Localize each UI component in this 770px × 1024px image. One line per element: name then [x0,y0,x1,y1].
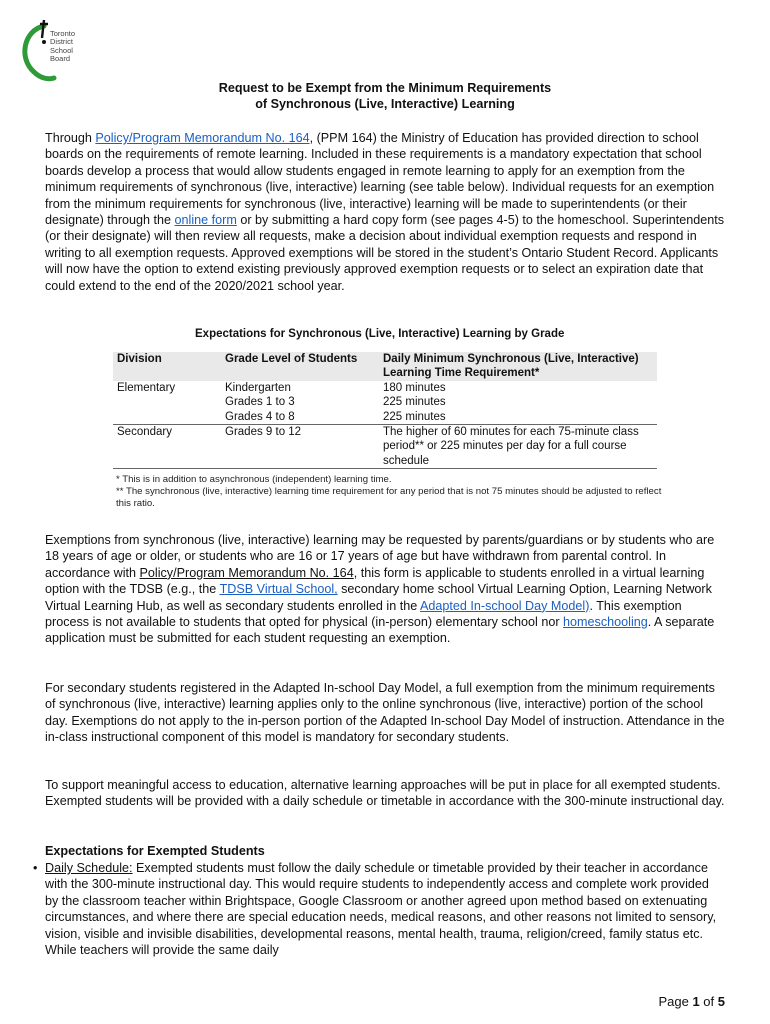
table-cell: Secondary [113,425,221,469]
table-row [113,425,657,469]
logo-text: Toronto District School Board [50,29,76,64]
table-cell [113,410,221,425]
intro-paragraph: Through Policy/Program Memorandum No. 164, (PPM 164) the Ministry of Education has provided direction to school boards on the requirements of remote learning. Included in these requirements is a mandatory expectation that school boards develop a process that would allow students engaged in remote learning to apply for an exemption from the minimum requirements of synchronous (live, interactive) learning (see table below). Individual requests for an exemption from the minimum requirements for synchronous (live, interactive) learning will be made to superintendents (or their designate) through the online form or by submitting a hard copy form (see pages 4-5) to the homeschool. Superintendents (or their designate) will then review all requests, make a decision about individual exemption requests and respond in writing to all exemption requests. Approved exemptions will be stored in the student’s Ontario Student Record. Applicants will now have the option to extend existing previously approved exemption requests or to select an expiration date that could extend to the end of the 2020/2021 school year. [45,131,725,293]
secondary-paragraph: For secondary students registered in the Adapted In-school Day Model, a full exemption from the minimum requirements of synchronous (live, interactive) learning applies only to the online synchronous (live, interactive) portion of the school day. Exemptions do not apply to the in-person portion of the Adapted In-school Day Model of instruction. Attendance in the in-class instructional component of this model is mandatory for secondary students. [45,681,725,745]
eligibility-paragraph: Exemptions from synchronous (live, interactive) learning may be requested by parents/guardians or by students who are 18 years of age or older, or students who are 16 or 17 years of age but have withdrawn from parental control. In accordance with Policy/Program Memorandum No. 164, this form is applicable to students enrolled in a virtual learning option with the TDSB (e.g., the TDSB Virtual School, secondary home school Virtual Learning Option, Learning Network Virtual Learning Hub, as well as secondary students enrolled in the Adapted In-school Day Model). This exemption process is not available to students that opted for physical (in-person) elementary school nor homeschooling. A separate application must be submitted for each student requesting an exemption. [45,533,715,646]
table-title: Expectations for Synchronous (Live, Interactive) Learning by Grade [195,328,565,340]
table-cell [113,395,221,409]
table-cell: 180 minutes [383,381,446,394]
adapted-in-school-day-link[interactable]: Adapted In-school Day Model) [420,598,590,613]
table-header: Grade Level of Students [221,352,379,381]
ppm164-link[interactable]: Policy/Program Memorandum No. 164 [95,131,310,145]
table-footnotes: * This is in addition to asynchronous (independent) learning time. ** The synchronous (live, interactive) learning time requirement for any period that is not 75 minutes should be adjusted to reflect this ratio. [116,474,662,509]
table-header: Daily Minimum Synchronous (Live, Interactive) Learning Time Requirement* [379,352,657,381]
page-title: Request to be Exempt from the Minimum Requirements of Synchronous (Live, Interactive) Learning [218,81,552,111]
bullet-icon: • [33,861,38,875]
table-row [113,381,657,395]
table-cell: 225 minutes [383,396,446,409]
table-cell: Grades 9 to 12 [221,425,379,469]
table-cell: Elementary [117,381,176,394]
homeschooling-link[interactable]: homeschooling [563,615,648,630]
online-form-link[interactable]: online form [174,213,237,228]
synchronous-requirements-table [113,352,657,469]
table-cell: Kindergarten [225,381,291,394]
table-cell: Grades 1 to 3 [225,396,295,409]
table-row [113,395,657,409]
table-cell: Grades 4 to 8 [221,410,379,425]
table-cell: The higher of 60 minutes for each 75-minute class period** or 225 minutes per day for a full course schedule [379,425,657,469]
tdsb-virtual-school-link[interactable]: TDSB Virtual School, [219,582,338,597]
table-cell: 225 minutes [379,410,657,425]
table-row [113,410,657,425]
table-header: Division [113,352,221,381]
section-heading: Expectations for Exempted Students [45,844,265,858]
daily-schedule-item: Daily Schedule: Exempted students must follow the daily schedule or timetable provided by their teacher in accordance with the 300-minute instructional day. This would require students to independently access and complete work provided by the classroom teacher within Brightspace, Google Classroom or another agreed upon method based on extenuating circumstances, and where there are special education needs, medical reasons, and other reasons not limited to sensory, vision, visible and invisible disabilities, developmental reasons, mental health, trauma, religion/creed, family status etc. While teachers will provide the same daily [45,861,717,958]
page-number: Page 1 of 5 [658,994,725,1009]
support-paragraph: To support meaningful access to education, alternative learning approaches will be put in place for all exempted students. Exempted students will be provided with a daily schedule or timetable in accordance with the 300-minute instructional day. [45,778,725,809]
table-header-row [113,352,657,381]
